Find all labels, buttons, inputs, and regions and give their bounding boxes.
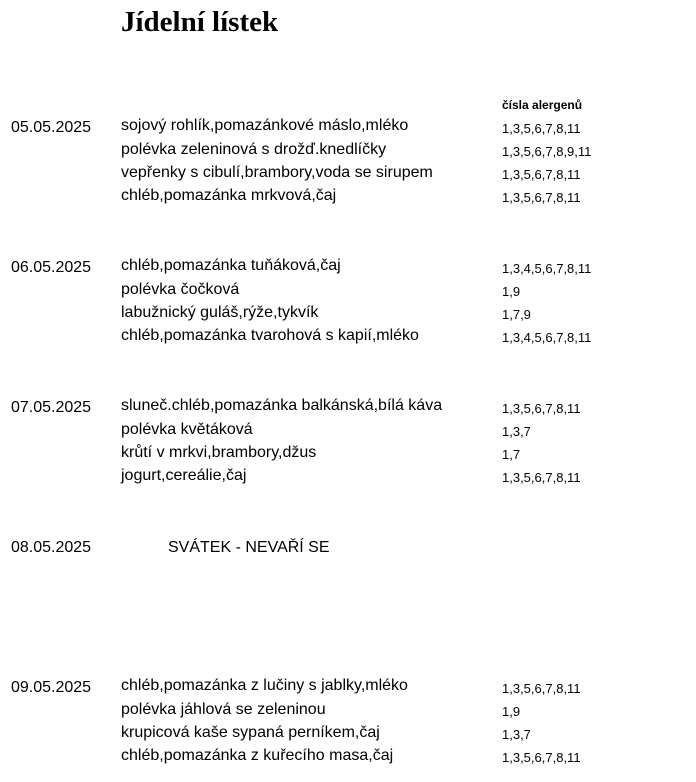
meal-allergens: 1,9 <box>502 704 521 719</box>
menu-day <box>0 538 696 638</box>
meal-item: polévka zeleninová s drožď.knedlíčky <box>121 141 387 158</box>
day-date: 08.05.2025 <box>11 539 92 556</box>
meal-item: sojový rohlík,pomazánkové máslo,mléko <box>121 117 409 134</box>
meal-item: vepřenky s cibulí,brambory,voda se sirupem <box>121 164 433 181</box>
meal-allergens: 1,3,5,6,7,8,9,11 <box>502 144 592 159</box>
meal-allergens: 1,7 <box>502 447 521 462</box>
day-date: 06.05.2025 <box>11 259 92 276</box>
meal-allergens: 1,3,5,6,7,8,11 <box>502 121 581 136</box>
meal-item: polévka květáková <box>121 421 253 438</box>
meal-allergens: 1,3,4,5,6,7,8,11 <box>502 261 592 276</box>
meal-item: sluneč.chléb,pomazánka balkánská,bílá káva <box>121 397 443 414</box>
meal-allergens: 1,3,5,6,7,8,11 <box>502 750 581 765</box>
page-title: Jídelní lístek <box>121 6 279 38</box>
meal-allergens: 1,7,9 <box>502 307 531 322</box>
meal-item: krupicová kaše sypaná perníkem,čaj <box>121 724 380 741</box>
meal-item: chléb,pomazánka mrkvová,čaj <box>121 187 337 204</box>
meal-allergens: 1,3,5,6,7,8,11 <box>502 470 581 485</box>
day-date: 09.05.2025 <box>11 679 92 696</box>
meal-item: chléb,pomazánka z lučiny s jablky,mléko <box>121 677 408 694</box>
meal-item: jogurt,cereálie,čaj <box>121 467 247 484</box>
meal-allergens: 1,3,7 <box>502 424 531 439</box>
meal-item: polévka jáhlová se zeleninou <box>121 701 326 718</box>
meal-allergens: 1,9 <box>502 284 521 299</box>
meal-item: chléb,pomazánka tvarohová s kapií,mléko <box>121 327 419 344</box>
menu-day <box>0 258 696 358</box>
meal-allergens: 1,3,7 <box>502 727 531 742</box>
day-date: 05.05.2025 <box>11 119 92 136</box>
meal-item: chléb,pomazánka tuňáková,čaj <box>121 257 341 274</box>
meal-allergens: 1,3,5,6,7,8,11 <box>502 401 581 416</box>
menu-day <box>0 118 696 218</box>
meal-allergens: 1,3,4,5,6,7,8,11 <box>502 330 592 345</box>
meal-allergens: 1,3,5,6,7,8,11 <box>502 167 581 182</box>
meal-item: polévka čočková <box>121 281 240 298</box>
menu-day <box>0 398 696 498</box>
meal-item: chléb,pomazánka z kuřecího masa,čaj <box>121 747 394 764</box>
day-date: 07.05.2025 <box>11 399 92 416</box>
holiday-notice: SVÁTEK - NEVAŘÍ SE <box>168 539 330 556</box>
meal-item: krůtí v mrkvi,brambory,džus <box>121 444 317 461</box>
meal-allergens: 1,3,5,6,7,8,11 <box>502 190 581 205</box>
menu-day <box>0 678 696 778</box>
meal-item: labužnický guláš,rýže,tykvík <box>121 304 319 321</box>
meal-allergens: 1,3,5,6,7,8,11 <box>502 681 581 696</box>
allergen-column-header: čísla alergenů <box>502 98 583 112</box>
